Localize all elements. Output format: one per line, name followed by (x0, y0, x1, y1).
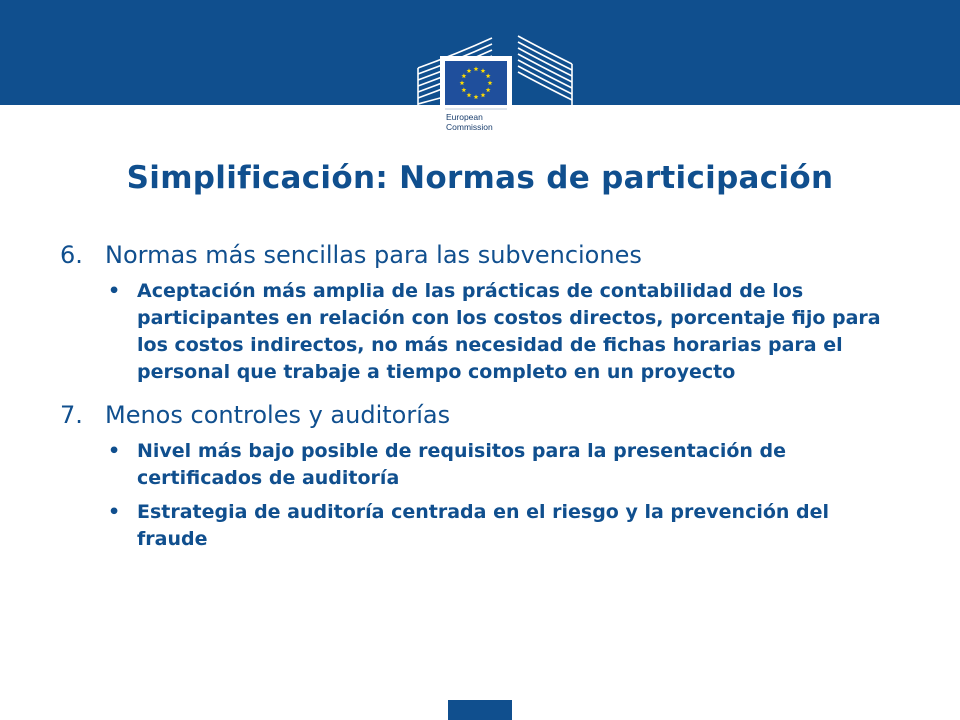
logo-line-1: European (446, 112, 483, 122)
list-item (107, 438, 920, 492)
bullet-list (60, 438, 920, 553)
bullet-text: Nivel más bajo posible de requisitos para la presentación de certificados de auditoría (137, 440, 787, 489)
bullet-list (60, 278, 920, 386)
section-heading: Normas más sencillas para las subvenciones (105, 241, 642, 269)
section-6 (60, 238, 920, 386)
section-number: 7. (60, 401, 83, 429)
logo-line-2: Commission (446, 122, 493, 132)
slide-content (60, 238, 920, 560)
european-commission-logo (410, 28, 580, 138)
list-item (107, 278, 920, 386)
bullet-text: Estrategia de auditoría centrada en el riesgo y la prevención del fraude (137, 501, 830, 550)
bullet-icon: • (108, 440, 121, 462)
slide-title: Simplificación: Normas de participación (126, 160, 834, 196)
section-number: 6. (60, 241, 83, 269)
bullet-text: Aceptación más amplia de las prácticas de contabilidad de los participantes en relación con los costos directos, porcentaje fijo para los costos indirectos, no más necesidad de fichas horarias para el personal que trabaje a tiempo completo en un proyecto (137, 280, 881, 383)
footer-tab (448, 700, 512, 720)
bullet-icon: • (108, 501, 121, 523)
list-item (107, 499, 920, 553)
section-heading: Menos controles y auditorías (105, 401, 451, 429)
bullet-icon: • (108, 280, 121, 302)
section-7 (60, 398, 920, 553)
